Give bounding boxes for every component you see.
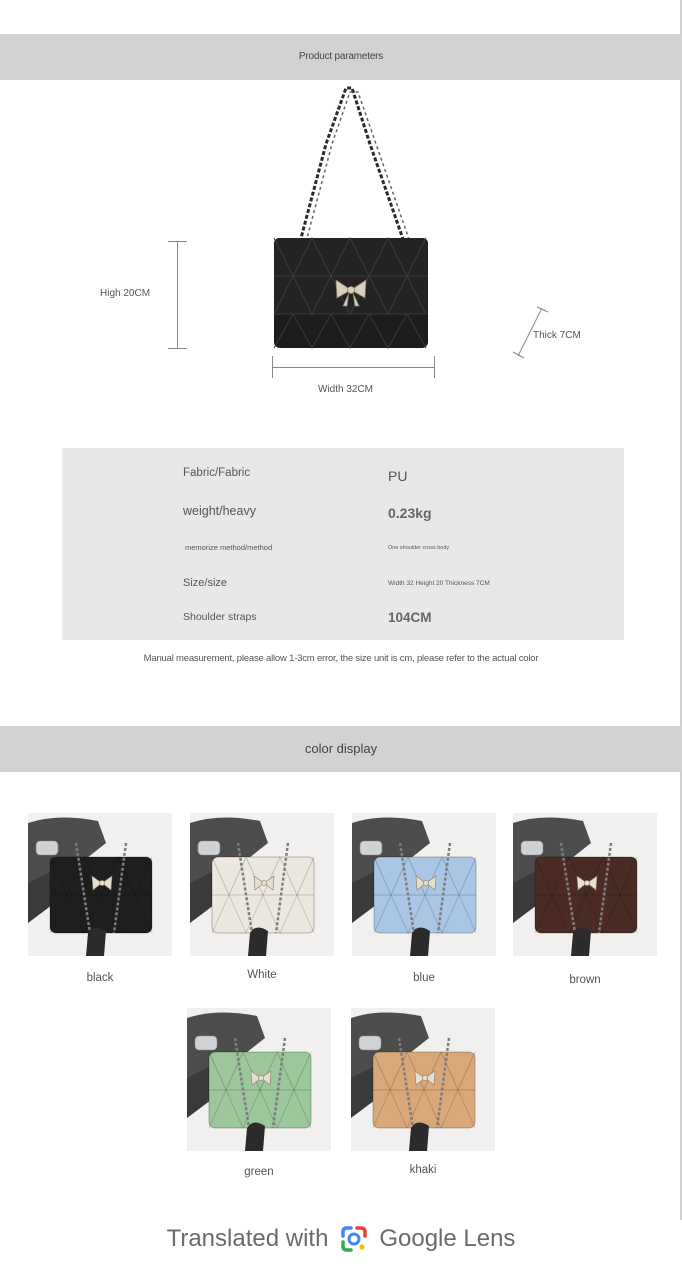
section-title: Product parameters <box>298 51 384 62</box>
parameter-key: weight/heavy <box>183 504 256 518</box>
parameter-key: memorize method/method <box>185 543 273 552</box>
color-swatch-green[interactable] <box>187 1008 331 1151</box>
translated-footer <box>0 1224 682 1260</box>
color-name-label: black <box>86 972 114 984</box>
section-title: color display <box>304 741 378 756</box>
color-swatch-image <box>351 1008 495 1151</box>
parameters-table <box>62 448 624 640</box>
height-dimension-cap-top <box>168 241 187 242</box>
color-swatch-image <box>190 813 334 956</box>
color-name-label: blue <box>413 972 435 984</box>
parameter-value: Width 32 Height 20 Thickness 7CM <box>388 580 490 587</box>
color-swatch-black[interactable] <box>28 813 172 956</box>
height-dimension-line <box>177 241 178 349</box>
width-dimension-cap-right <box>434 356 435 378</box>
translated-with-text: Translated with <box>166 1225 329 1252</box>
color-swatch-image <box>28 813 172 956</box>
color-name-label: White <box>247 969 277 981</box>
thick-label: Thick 7CM <box>533 330 581 341</box>
parameter-value: 0.23kg <box>388 505 432 521</box>
measurement-note: Manual measurement, please allow 1-3cm error, the size unit is cm, please refer to the actual color <box>143 653 539 664</box>
color-swatch-brown[interactable] <box>513 813 657 956</box>
color-name-label: green <box>244 1166 274 1178</box>
color-swatch-image <box>187 1008 331 1151</box>
color-name-label: brown <box>569 974 601 986</box>
parameter-value: 104CM <box>388 610 432 625</box>
parameter-value: One shoulder cross body <box>388 545 450 551</box>
width-dimension-line <box>272 367 435 368</box>
product-image <box>266 84 436 354</box>
parameter-value: PU <box>388 468 408 484</box>
parameter-key: Shoulder straps <box>183 611 257 623</box>
google-lens-brand: Google Lens <box>379 1225 516 1252</box>
parameter-key: Size/size <box>183 577 228 589</box>
height-label: High 20CM <box>100 288 151 299</box>
height-dimension-cap-bottom <box>168 348 187 349</box>
google-lens-icon <box>339 1224 369 1254</box>
section-header-colors <box>0 726 682 772</box>
section-header-parameters <box>0 34 682 80</box>
color-swatch-image <box>513 813 657 956</box>
color-swatch-white[interactable] <box>190 813 334 956</box>
color-name-label: khaki <box>409 1164 437 1176</box>
width-label: Width 32CM <box>318 384 374 395</box>
color-swatch-blue[interactable] <box>352 813 496 956</box>
parameter-key: Fabric/Fabric <box>183 467 251 479</box>
width-dimension-cap-left <box>272 356 273 378</box>
color-swatch-image <box>352 813 496 956</box>
color-swatch-khaki[interactable] <box>351 1008 495 1151</box>
